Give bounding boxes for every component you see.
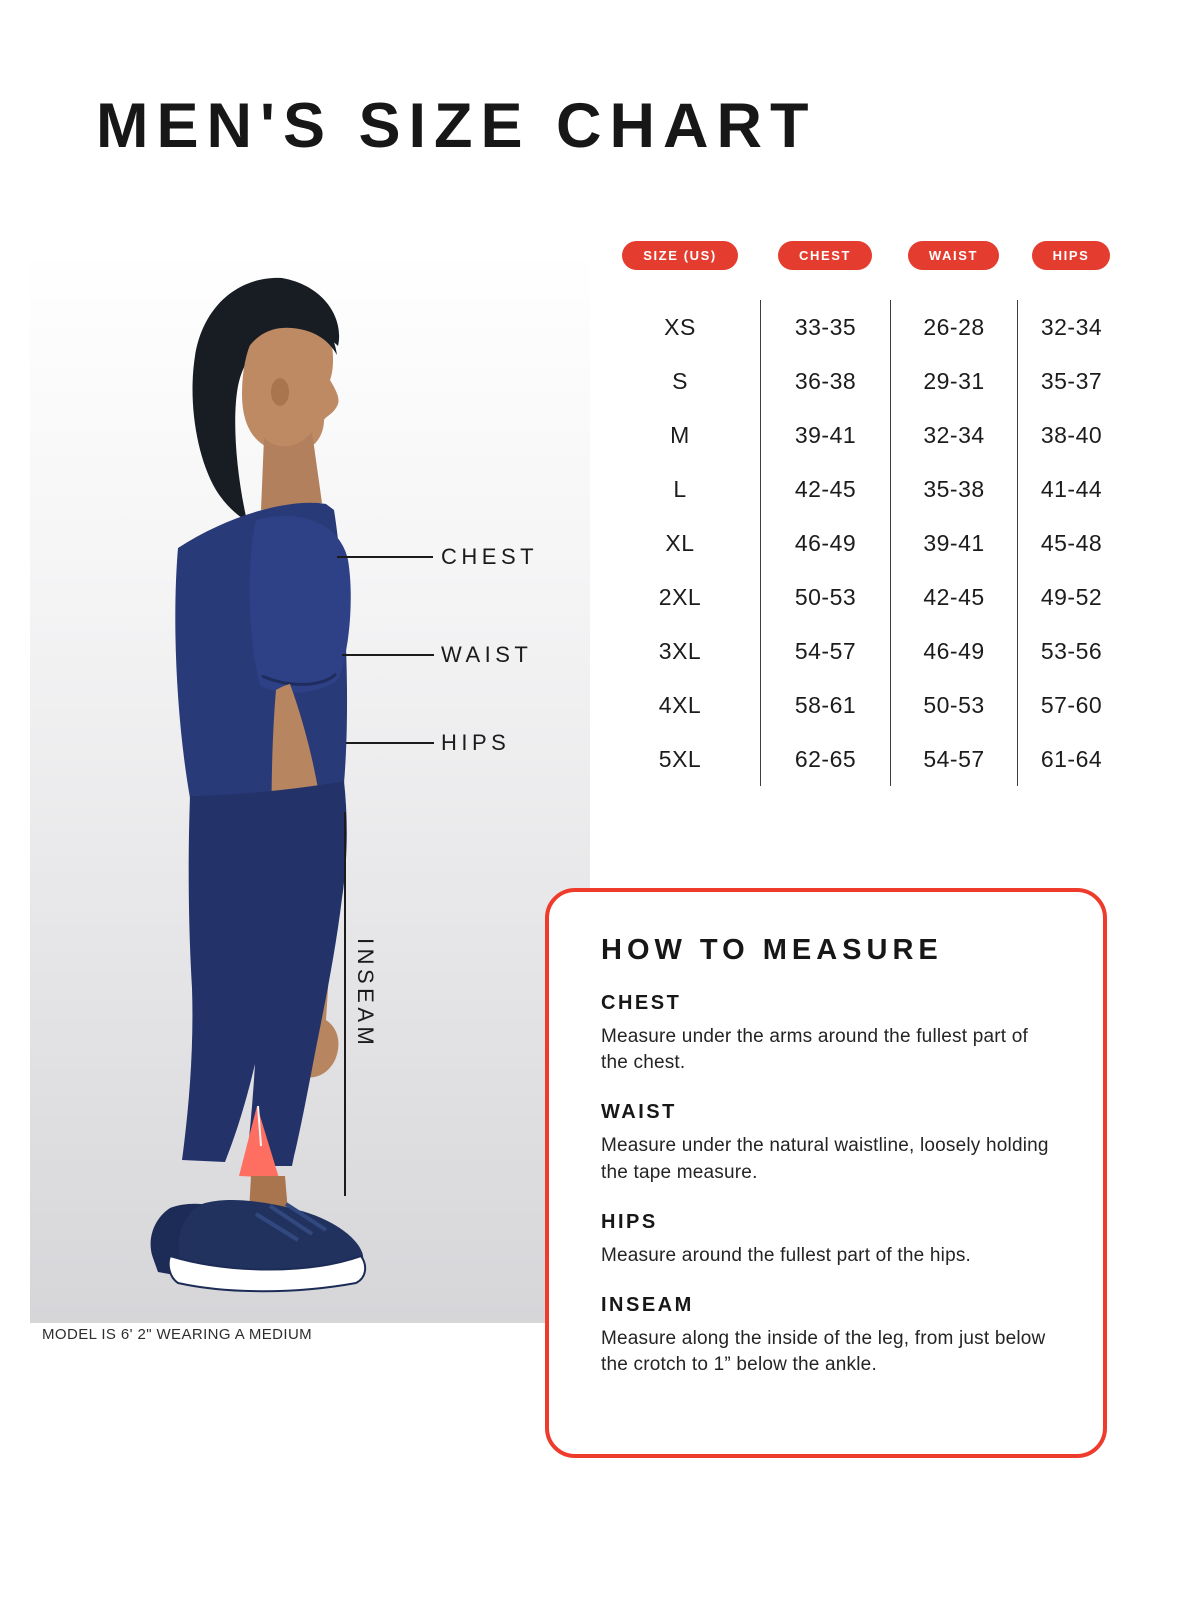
table-cell: 3XL: [658, 637, 702, 664]
table-cell: 32-34: [1017, 300, 1125, 354]
table-cell: 5XL: [658, 745, 702, 772]
how-to-measure-box: [545, 888, 1107, 1458]
table-cell: L: [673, 475, 687, 502]
size-table-header: [600, 241, 1125, 270]
measure-section-heading-hips: HIPS: [601, 1210, 658, 1233]
table-cell: 61-64: [1017, 732, 1125, 786]
model-photo: [30, 248, 590, 1323]
table-cell: 38-40: [1017, 408, 1125, 462]
table-cell: 46-49: [890, 624, 1017, 678]
table-cell: 46-49: [760, 516, 890, 570]
column-pill-waist: WAIST: [908, 241, 999, 270]
table-cell: XS: [664, 313, 696, 340]
table-cell: 50-53: [760, 570, 890, 624]
ear: [271, 378, 289, 406]
column-pill-size: SIZE (US): [622, 241, 738, 270]
inseam-annotation-label: INSEAM: [353, 938, 378, 1050]
model-figure-svg: [30, 248, 590, 1323]
table-cell: M: [670, 421, 690, 448]
table-cell: 50-53: [890, 678, 1017, 732]
measure-section-body-hips: Measure around the fullest part of the hips.: [601, 1244, 972, 1266]
table-cell: 41-44: [1017, 462, 1125, 516]
measure-section-heading-chest: CHEST: [601, 992, 682, 1014]
table-cell: 42-45: [890, 570, 1017, 624]
measure-section-heading-waist: WAIST: [601, 1101, 677, 1124]
waist-annotation-label: WAIST: [441, 642, 533, 667]
table-cell: 26-28: [890, 300, 1017, 354]
table-cell: 53-56: [1017, 624, 1125, 678]
inseam-pointer-line: [344, 812, 346, 1196]
table-cell: XL: [665, 529, 695, 556]
measure-section-body-inseam: Measure along the inside of the leg, from just below the crotch to 1” below the ankle.: [601, 1328, 1046, 1376]
size-table: [600, 300, 1125, 786]
table-cell: 62-65: [760, 732, 890, 786]
table-cell: 42-45: [760, 462, 890, 516]
table-cell: 33-35: [760, 300, 890, 354]
sleeve: [250, 516, 351, 693]
table-cell: 54-57: [760, 624, 890, 678]
chest-pointer-line: [337, 556, 433, 558]
table-cell: S: [672, 367, 688, 394]
column-pill-chest: CHEST: [778, 241, 872, 270]
table-cell: 54-57: [890, 732, 1017, 786]
table-cell: 2XL: [658, 583, 702, 610]
table-cell: 58-61: [760, 678, 890, 732]
table-cell: 39-41: [890, 516, 1017, 570]
table-cell: 45-48: [1017, 516, 1125, 570]
table-cell: 36-38: [760, 354, 890, 408]
measure-section-body-chest: Measure under the arms around the fullest part of the chest.: [601, 1026, 1028, 1074]
measure-section-heading-inseam: INSEAM: [601, 1294, 694, 1317]
table-cell: 29-31: [890, 354, 1017, 408]
waist-pointer-line: [342, 654, 434, 656]
how-to-measure-title: HOW TO MEASURE: [601, 934, 943, 966]
hips-annotation-label: HIPS: [441, 730, 511, 755]
table-cell: 32-34: [890, 408, 1017, 462]
table-cell: 35-38: [890, 462, 1017, 516]
table-cell: 57-60: [1017, 678, 1125, 732]
scrub-pants: [182, 781, 347, 1166]
chest-annotation-label: CHEST: [441, 544, 539, 569]
table-cell: 39-41: [760, 408, 890, 462]
model-caption: MODEL IS 6' 2" WEARING A MEDIUM: [42, 1326, 313, 1343]
column-pill-hips: HIPS: [1032, 241, 1111, 270]
page-title: MEN'S SIZE CHART: [96, 91, 817, 161]
hips-pointer-line: [346, 742, 434, 744]
table-cell: 49-52: [1017, 570, 1125, 624]
table-cell: 4XL: [658, 691, 702, 718]
table-cell: 35-37: [1017, 354, 1125, 408]
measure-section-body-waist: Measure under the natural waistline, loosely holding the tape measure.: [601, 1135, 1049, 1183]
